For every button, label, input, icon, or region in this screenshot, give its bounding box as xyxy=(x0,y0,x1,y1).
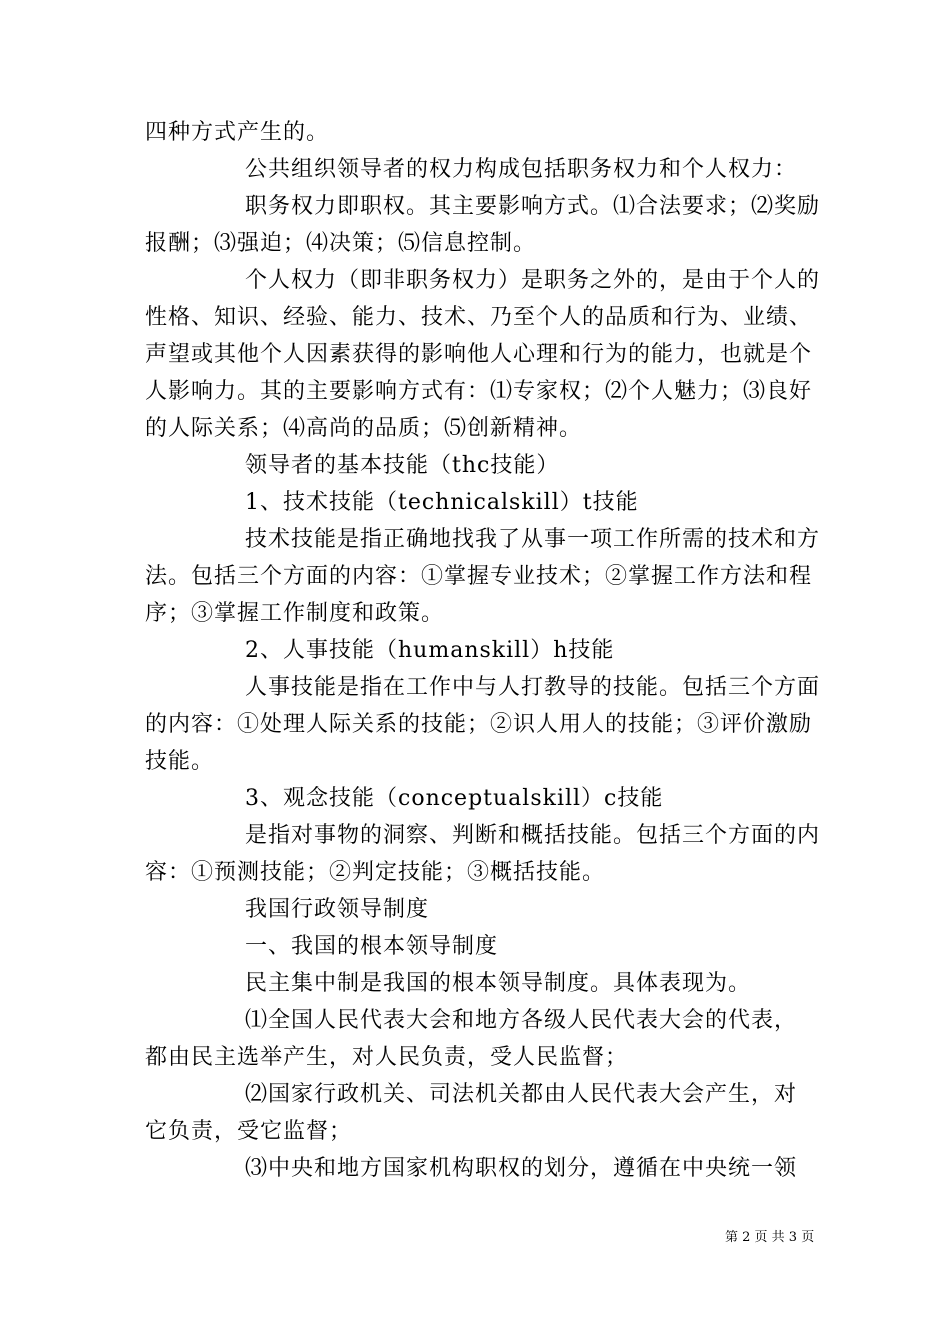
text-line: ⑴全国人民代表大会和地方各级人民代表大会的代表， xyxy=(245,1008,798,1033)
text-line: 是指对事物的洞察、判断和概括技能。包括三个方面的内 xyxy=(245,823,821,848)
text-line: 技能。 xyxy=(145,749,215,774)
text-line: 职务权力即职权。其主要影响方式。⑴合法要求；⑵奖励 xyxy=(245,194,821,219)
text-line: 的人际关系；⑷高尚的品质；⑸创新精神。 xyxy=(145,416,583,441)
subheading: 1、技术技能（technicalskill）t技能 xyxy=(245,490,639,515)
text-line: 四种方式产生的。 xyxy=(145,120,330,145)
text-line: 人事技能是指在工作中与人打教导的技能。包括三个方面 xyxy=(245,675,821,700)
subheading: 3、观念技能（conceptualskill）c技能 xyxy=(245,786,664,811)
text-line: 技术技能是指正确地找我了从事一项工作所需的技术和方 xyxy=(245,527,821,552)
text-line: 序；③掌握工作制度和政策。 xyxy=(145,601,445,626)
text-line: 个人权力（即非职务权力）是职务之外的，是由于个人的 xyxy=(245,268,821,293)
text-line: 报酬；⑶强迫；⑷决策；⑸信息控制。 xyxy=(145,231,537,256)
text-line: 人影响力。其的主要影响方式有：⑴专家权；⑵个人魅力；⑶良好 xyxy=(145,379,813,404)
text-line: 容：①预测技能；②判定技能；③概括技能。 xyxy=(145,860,606,885)
text-line: ⑶中央和地方国家机构职权的划分，遵循在中央统一领 xyxy=(245,1156,798,1181)
subheading: 2、人事技能（humanskill）h技能 xyxy=(245,638,615,663)
text-line: 声望或其他个人因素获得的影响他人心理和行为的能力，也就是个 xyxy=(145,342,813,367)
text-line: 性格、知识、经验、能力、技术、乃至个人的品质和行为、业绩、 xyxy=(145,305,813,330)
text-line: 法。包括三个方面的内容：①掌握专业技术；②掌握工作方法和程 xyxy=(145,564,813,589)
subheading: 一、我国的根本领导制度 xyxy=(245,934,499,959)
section-heading: 领导者的基本技能（thc技能） xyxy=(245,453,560,478)
text-line: ⑵国家行政机关、司法机关都由人民代表大会产生，对 xyxy=(245,1082,798,1107)
text-line: 的内容：①处理人际关系的技能；②识人用人的技能；③评价激励 xyxy=(145,712,813,737)
text-line: 都由民主选举产生，对人民负责，受人民监督； xyxy=(145,1045,629,1070)
page-number-footer: 第 2 页 共 3 页 xyxy=(725,1230,815,1245)
text-line: 民主集中制是我国的根本领导制度。具体表现为。 xyxy=(245,971,752,996)
text-line: 它负责，受它监督； xyxy=(145,1119,353,1144)
section-heading: 我国行政领导制度 xyxy=(245,897,430,922)
text-line: 公共组织领导者的权力构成包括职务权力和个人权力： xyxy=(245,157,798,182)
